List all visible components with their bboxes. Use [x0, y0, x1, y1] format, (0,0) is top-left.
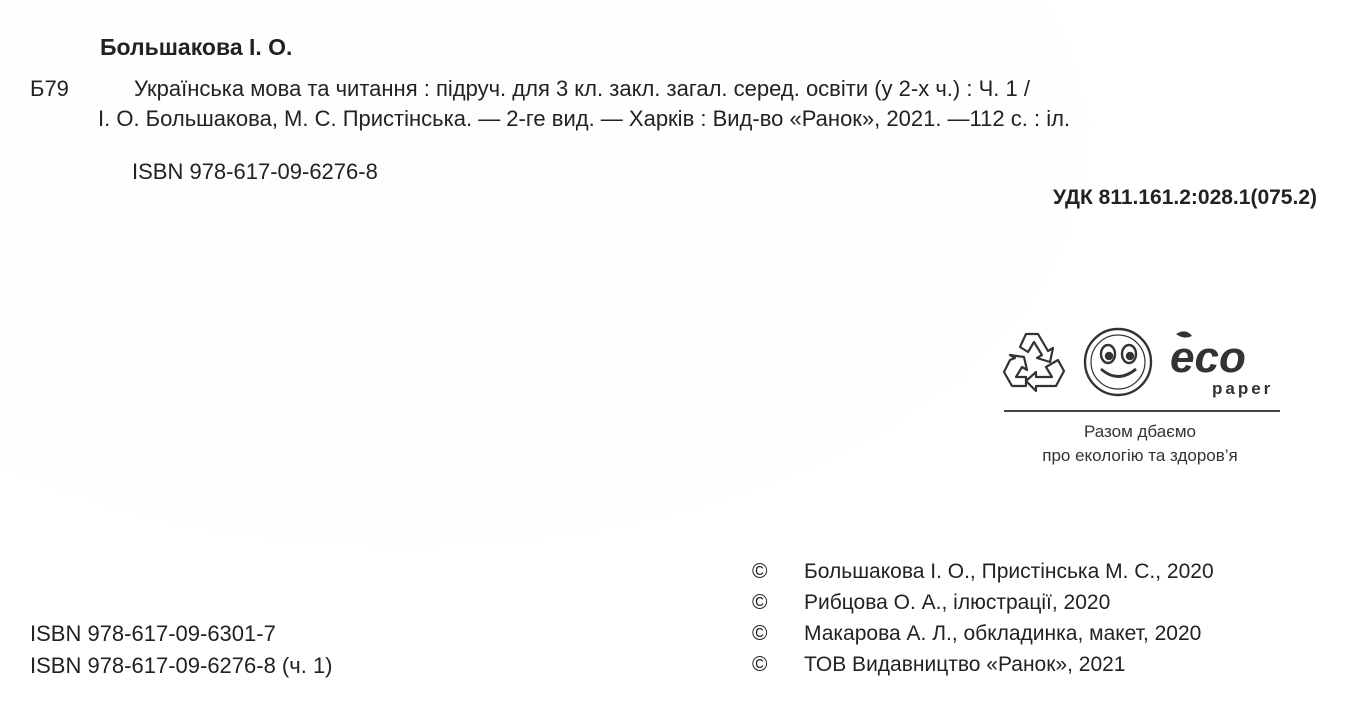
author-heading: Большакова І. О.	[100, 34, 293, 60]
copyright-row	[752, 649, 1214, 680]
isbn-series: ISBN 978-617-09-6301-7	[30, 621, 276, 646]
eco-badge	[998, 324, 1282, 474]
main-isbn: ISBN 978-617-09-6276-8	[132, 159, 378, 184]
copyright-sign: ©	[752, 622, 768, 645]
copyright-text: ТОВ Видавництво «Ранок», 2021	[804, 653, 1126, 676]
eco-divider	[1004, 410, 1280, 412]
copyright-list	[752, 556, 1214, 680]
eco-paper-logo	[1170, 331, 1273, 398]
copyright-text: Рибцова О. А., ілюстрації, 2020	[804, 591, 1111, 614]
isbn-list	[30, 618, 333, 682]
udk-code: УДК 811.161.2:028.1(075.2)	[1053, 186, 1317, 209]
smiley-icon	[1085, 329, 1151, 395]
copyright-row	[752, 618, 1214, 649]
copyright-sign: ©	[752, 653, 768, 676]
eco-slogan-line-2: про екологію та здоров’я	[1042, 446, 1238, 465]
recycle-icon	[1004, 334, 1064, 391]
copyright-sign: ©	[752, 591, 768, 614]
copyright-row	[752, 556, 1214, 587]
eco-logo-sub: paper	[1212, 379, 1274, 398]
eco-slogan	[998, 420, 1282, 468]
eco-slogan-line-1: Разом дбаємо	[1083, 422, 1197, 441]
isbn-part-1: ISBN 978-617-09-6276-8 (ч. 1)	[30, 653, 333, 678]
bibliographic-line-1: Українська мова та читання : підруч. для 3 кл. закл. загал. серед. освіти (у 2-х ч.) : Ч. 1 /	[134, 76, 1030, 101]
copyright-sign: ©	[752, 560, 768, 583]
eco-logo-word: eco	[1170, 333, 1246, 382]
bibliographic-line-2: І. О. Большакова, М. С. Пристінська. — 2-ге вид. — Харків : Вид-во «Ранок», 2021. —112 с. : іл.	[98, 106, 1071, 131]
copyright-text: Большакова І. О., Пристінська М. С., 2020	[804, 560, 1214, 583]
copyright-row	[752, 587, 1214, 618]
library-code: Б79	[30, 76, 69, 101]
copyright-text: Макарова А. Л., обкладинка, макет, 2020	[804, 622, 1202, 645]
eco-icons	[998, 324, 1282, 404]
